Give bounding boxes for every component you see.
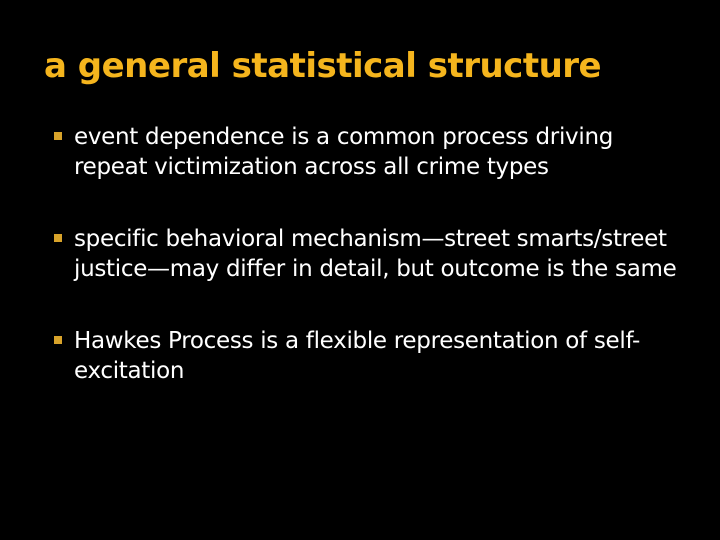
bullet-item [50, 224, 690, 284]
bullet-item [50, 326, 690, 386]
bullet-item [50, 122, 690, 182]
bullet-text: event dependence is a common process driving repeat victimization across all crime types [74, 124, 614, 180]
bullet-text: Hawkes Process is a flexible representation of self-excitation [74, 328, 641, 384]
slide-title: a general statistical structure [44, 46, 602, 86]
square-bullet-icon [54, 336, 62, 344]
bullet-text: specific behavioral mechanism—street smarts/street justice—may differ in detail, but outcome is the same [74, 226, 677, 282]
square-bullet-icon [54, 132, 62, 140]
bullet-list [50, 122, 690, 428]
square-bullet-icon [54, 234, 62, 242]
